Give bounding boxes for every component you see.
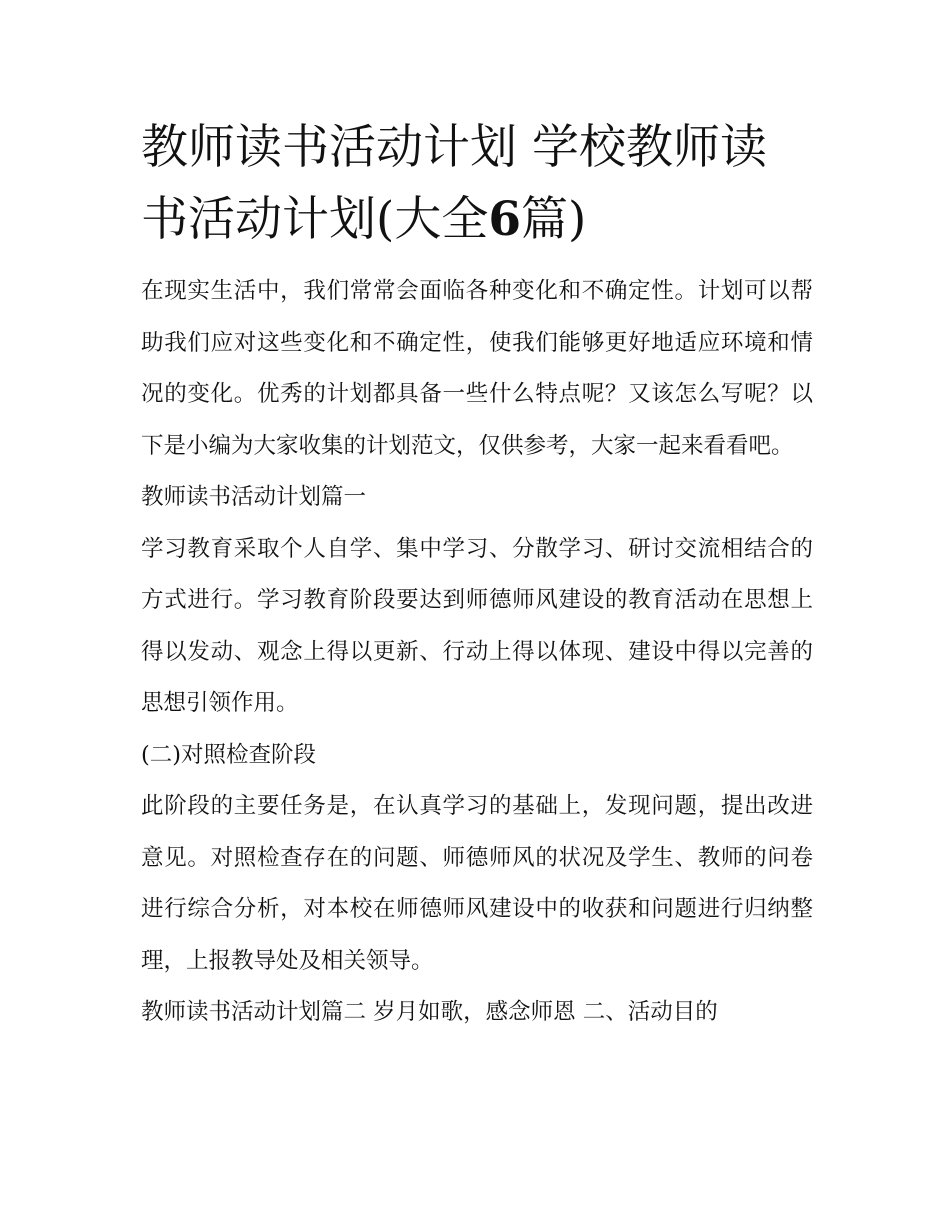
document-body	[141, 266, 813, 1039]
section-heading-plan-one: 教师读书活动计划篇一	[141, 484, 367, 510]
document-title	[141, 112, 813, 256]
section-heading-plan-two: 教师读书活动计划篇二 岁月如歌，感念师恩 二、活动目的	[141, 999, 718, 1025]
section-heading-check-stage: (二)对照检查阶段	[141, 741, 317, 768]
check-stage-paragraph: 此阶段的主要任务是，在认真学习的基础上，发现问题，提出改进意见。对照检查存在的问题、师德师风的状况及学生、教师的问卷进行综合分析，对本校在师德师风建设中的收获和问题进行归纳整理，上报教导处及相关领导。	[141, 793, 813, 974]
title-text-part1: 教师读书活动计划 学校教师读书活动计划(大全	[141, 120, 767, 247]
intro-paragraph: 在现实生活中，我们常常会面临各种变化和不确定性。计划可以帮助我们应对这些变化和不确定性，使我们能够更好地适应环境和情况的变化。优秀的计划都具备一些什么特点呢？又该怎么写呢？以下是小编为大家收集的计划范文，仅供参考，大家一起来看看吧。	[141, 278, 813, 459]
title-number: 6	[488, 192, 522, 247]
study-paragraph: 学习教育采取个人自学、集中学习、分散学习、研讨交流相结合的方式进行。学习教育阶段要达到师德师风建设的教育活动在思想上得以发动、观念上得以更新、行动上得以体现、建设中得以完善的思想引领作用。	[141, 535, 813, 716]
document-content	[141, 112, 813, 1039]
title-text-part2: 篇)	[521, 192, 587, 247]
